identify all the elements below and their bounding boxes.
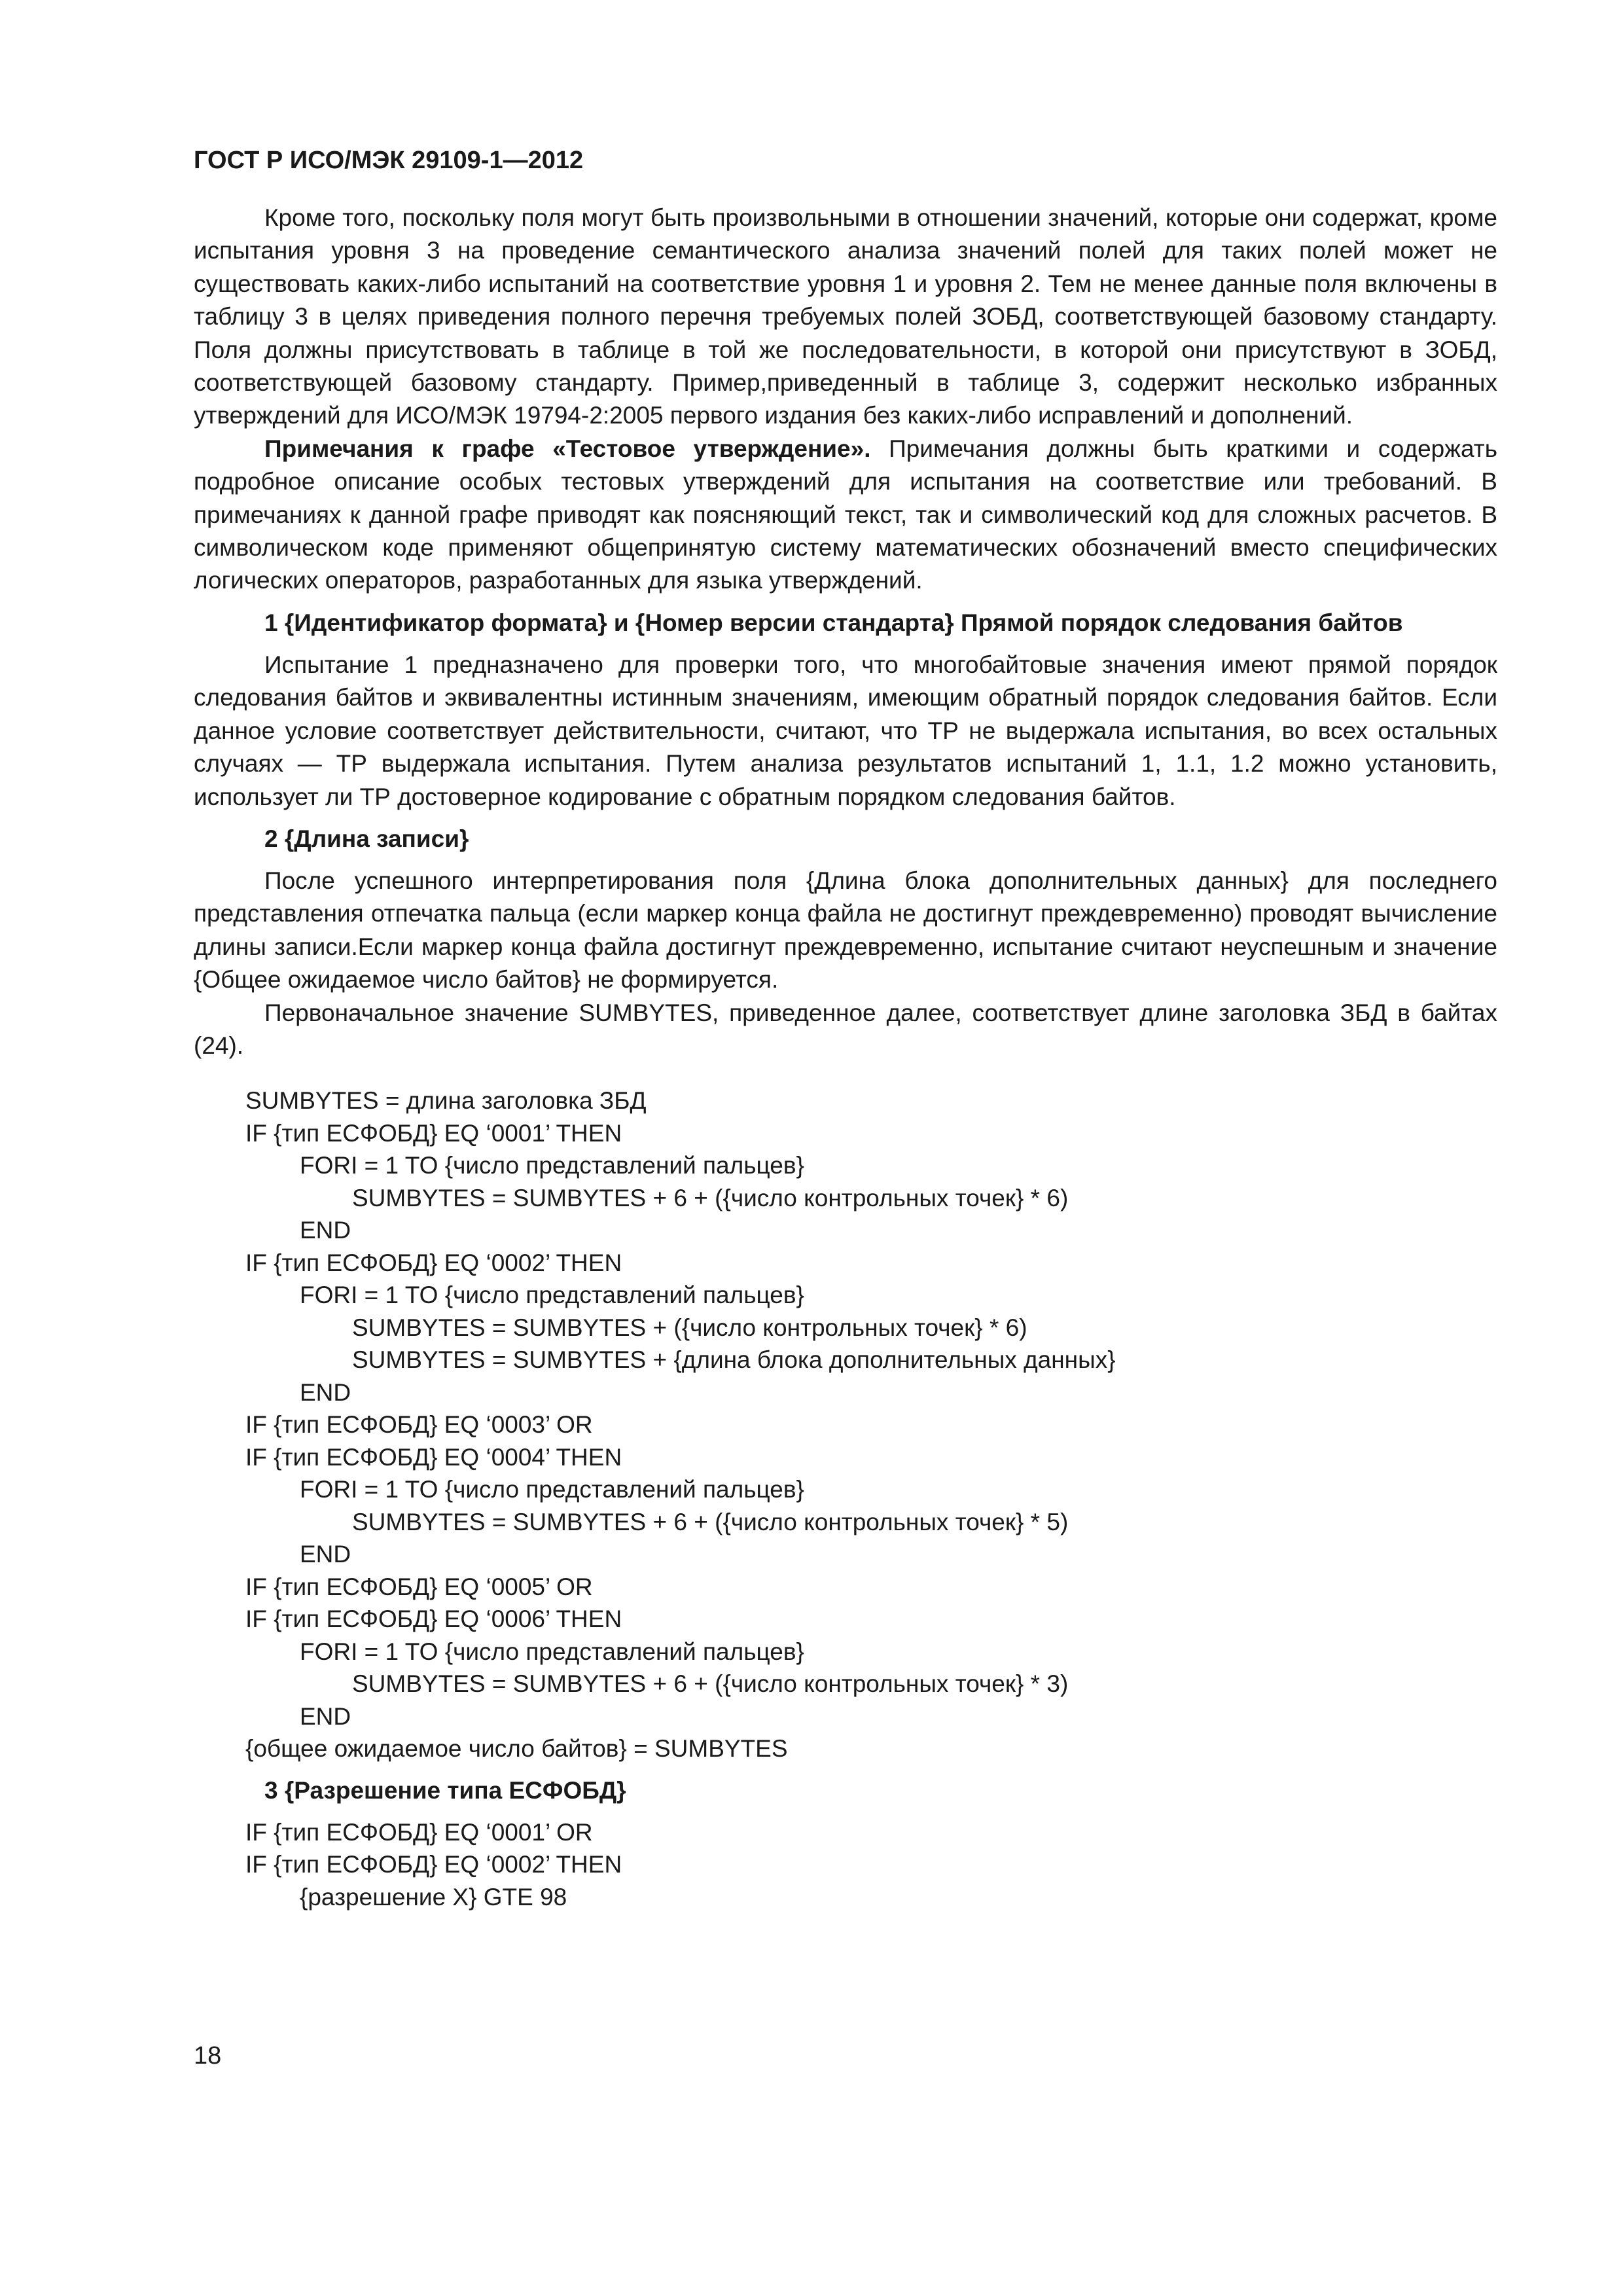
section-heading-1: 1 {Идентификатор формата} и {Номер версии стандарта} Прямой порядок следования байтов [264, 609, 1403, 636]
code-line: IF {тип ЕСФОБД} EQ ‘0002’ THEN [245, 1249, 622, 1276]
document-page [194, 144, 1497, 1913]
code-line: IF {тип ЕСФОБД} EQ ‘0002’ THEN [245, 1851, 622, 1878]
code-line: FORI = 1 TO {число представлений пальцев} [300, 1282, 804, 1309]
paragraph-body: Примечания должны быть краткими и содержать подробное описание особых тестовых утверждений для испытания на соответствие или требований. В примечаниях к данной графе приводят как поясняющий текст, так и символический код для сложных расчетов. В символическом коде применяют общепринятую систему математических обозначений вместо специфических логических операторов, разработанных для языка утверждений. [194, 435, 1498, 594]
code-line: FORI = 1 TO {число представлений пальцев} [300, 1152, 804, 1179]
code-line: {общее ожидаемое число байтов} = SUMBYTES [245, 1735, 788, 1763]
paragraph-byte-order: Испытание 1 предназначено для проверки того, что многобайтовые значения имеют прямой порядок следования байтов и эквивалентны истинным значениям, имеющим обратный порядок следования байтов. Если данное условие соответствует действительности, считают, что ТР не выдержала испытания, во всех остальных случаях — ТР выдержала испытания. Путем анализа результатов испытаний 1, 1.1, 1.2 можно установить, использует ли ТР достоверное кодирование с обратным порядком следования байтов. [194, 651, 1497, 810]
code-line: SUMBYTES = SUMBYTES + 6 + ({число контрольных точек} * 5) [352, 1508, 1069, 1535]
code-line: IF {тип ЕСФОБД} EQ ‘0001’ THEN [245, 1119, 622, 1147]
section-heading-2: 2 {Длина записи} [264, 825, 469, 852]
page-number: 18 [194, 2042, 222, 2070]
code-line: SUMBYTES = SUMBYTES + 6 + ({число контрольных точек} * 6) [352, 1184, 1069, 1211]
code-line: SUMBYTES = SUMBYTES + ({число контрольных точек} * 6) [352, 1314, 1027, 1341]
code-line: IF {тип ЕСФОБД} EQ ‘0003’ OR [245, 1411, 593, 1439]
code-line: FORI = 1 TO {число представлений пальцев} [300, 1476, 804, 1503]
code-line: SUMBYTES = длина заголовка ЗБД [245, 1087, 647, 1115]
code-line: IF {тип ЕСФОБД} EQ ‘0001’ OR [245, 1818, 593, 1846]
code-line: END [300, 1378, 351, 1406]
code-line: IF {тип ЕСФОБД} EQ ‘0006’ THEN [245, 1605, 622, 1633]
code-line: FORI = 1 TO {число представлений пальцев} [300, 1638, 804, 1665]
code-block-resolution [194, 1816, 1497, 1914]
paragraph-bold-lead: Примечания к графе «Тестовое утверждение». [264, 435, 871, 462]
code-line: SUMBYTES = SUMBYTES + 6 + ({число контрольных точек} * 3) [352, 1670, 1069, 1698]
code-block-record-length [194, 1085, 1497, 1765]
code-line: IF {тип ЕСФОБД} EQ ‘0004’ THEN [245, 1443, 622, 1471]
paragraph-sumbytes-intro: Первоначальное значение SUMBYTES, приведенное далее, соответствует длине заголовка ЗБД в байтах (24). [194, 999, 1497, 1059]
section-heading-3: 3 {Разрешение типа ЕСФОБД} [264, 1776, 626, 1804]
paragraph-test-assertion-notes [194, 433, 1497, 598]
code-line: END [300, 1702, 351, 1730]
document-header: ГОСТ Р ИСО/МЭК 29109-1—2012 [194, 147, 584, 174]
code-line: SUMBYTES = SUMBYTES + {длина блока дополнительных данных} [352, 1346, 1116, 1374]
code-line: IF {тип ЕСФОБД} EQ ‘0005’ OR [245, 1573, 593, 1600]
code-line: END [300, 1541, 351, 1568]
code-line: END [300, 1217, 351, 1244]
paragraph-record-length: После успешного интерпретирования поля {Длина блока дополнительных данных} для последнего представления отпечатка пальца (если маркер конца файла не достигнут преждевременно) проводят вычисление длины записи.Если маркер конца файла достигнут преждевременно, испытание считают неуспешным и значение {Общее ожидаемое число байтов} не формируется. [194, 867, 1497, 994]
code-line: {разрешение X} GTE 98 [300, 1883, 567, 1910]
paragraph-fields-note: Кроме того, поскольку поля могут быть произвольными в отношении значений, которые они содержат, кроме испытания уровня 3 на проведение семантического анализа значений полей для таких полей может не существовать каких-либо испытаний на соответствие уровня 1 и уровня 2. Тем не менее данные поля включены в таблицу 3 в целях приведения полного перечня требуемых полей ЗОБД, соответствующей базовому стандарту. Поля должны присутствовать в таблице в той же последовательности, в которой они присутствуют в ЗОБД, соответствующей базовому стандарту. Пример,приведенный в таблице 3, содержит несколько избранных утверждений для ИСО/МЭК 19794-2:2005 первого издания без каких-либо исправлений и дополнений. [194, 204, 1497, 429]
